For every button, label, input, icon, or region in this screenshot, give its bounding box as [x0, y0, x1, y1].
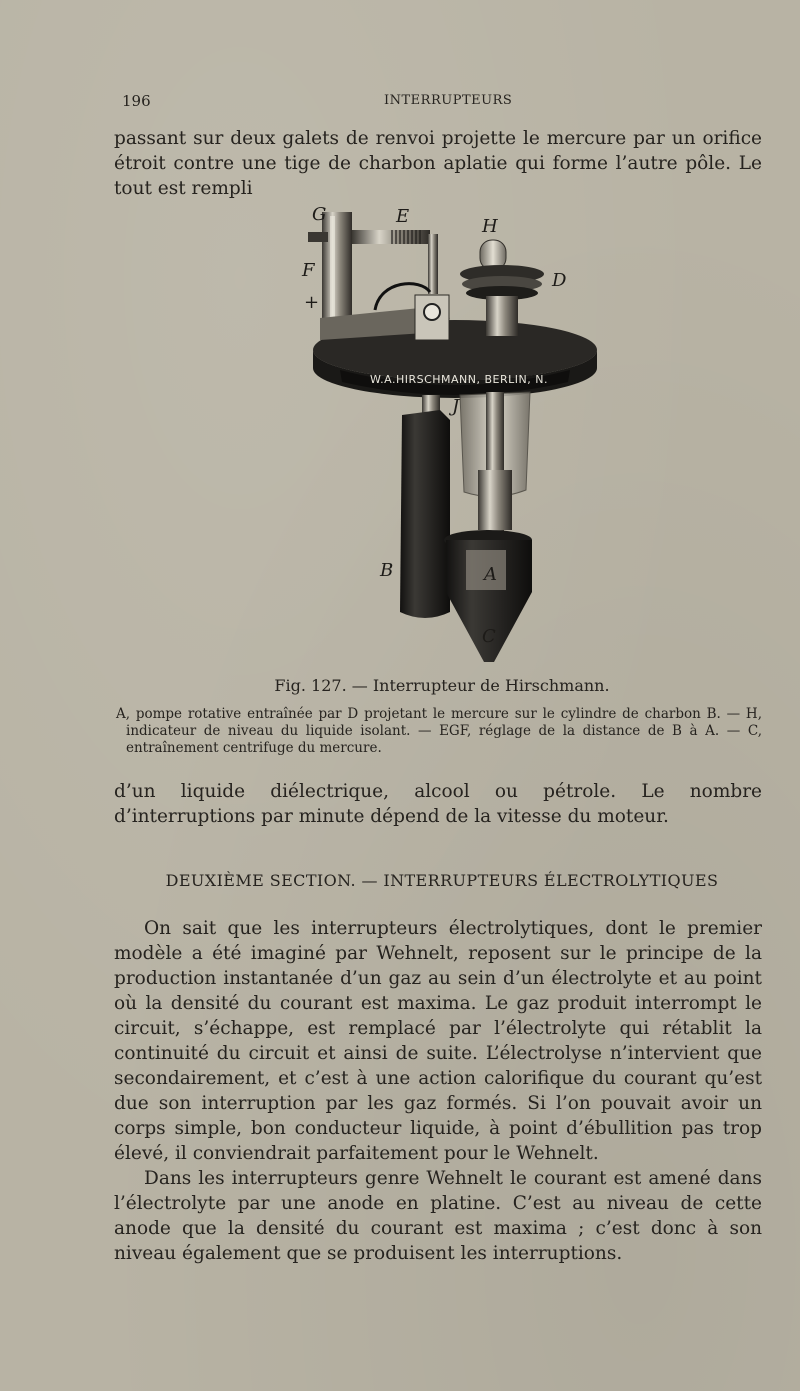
label-a: A — [484, 564, 497, 585]
paragraph-after-figure-text: d’un liquide diélectrique, alcool ou pétrole. Le nombre d’interruptions par minute dépend de la vitesse du moteur. — [114, 781, 762, 827]
label-g: G — [312, 204, 327, 225]
label-f: F — [302, 260, 315, 281]
figure-caption-legend-text: A, pompe rotative entraînée par D projetant le mercure sur le cylindre de charbon B. — H, indicateur de niveau du liquide isolant. — EGF, réglage de la distance de B à A. — C, entraînement centrifuge du mercure. — [116, 706, 762, 756]
page-number: 196 — [122, 92, 151, 110]
paragraph-top-text: passant sur deux galets de renvoi projette le mercure par un orifice étroit contre une tige de charbon aplatie qui forme l’autre pôle. Le tout est rempli — [114, 128, 762, 199]
paragraph-after-figure — [114, 779, 762, 829]
paragraph-top — [114, 126, 762, 201]
paragraph-electrolytic-2: Dans les interrupteurs genre Wehnelt le courant est amené dans l’électrolyte par une anode en platine. C’est au niveau de cette anode que la densité du courant est maxima ; c’est donc à son niveau également que se produisent les interruptions. — [114, 1168, 762, 1264]
maker-stamp: W.A.HIRSCHMANN, BERLIN, N. — [370, 373, 548, 386]
section-title: DEUXIÈME SECTION. — INTERRUPTEURS ÉLECTROLYTIQUES — [165, 871, 719, 890]
figure-caption-title: Fig. 127. — Interrupteur de Hirschmann. — [274, 676, 610, 695]
page-header — [122, 92, 762, 114]
figure-caption-legend — [116, 706, 762, 757]
label-e: E — [396, 206, 410, 227]
label-b: B — [380, 560, 394, 581]
paragraph-electrolytic-1: On sait que les interrupteurs électrolytiques, dont le premier modèle a été imaginé par Wehnelt, reposent sur le principe de la production instantanée d’un gaz au sein d’un électrolyte et au point où la densité du courant est maxima. Le gaz produit interrompt le circuit, s’échappe, est remplacé par l’électrolyte qui rétablit la continuité du circuit et ainsi de suite. L’électrolyse n’intervient que secondairement, et c’est à une action calorifique du courant qu’est due son interruption par les gaz formés. Si l’on pouvait avoir un corps simple, bon conducteur liquide, à point d’ébullition pas trop élevé, il conviendrait parfaitement pour le Wehnelt. — [114, 918, 762, 1164]
spring-e — [352, 230, 430, 244]
label-d: D — [552, 270, 567, 291]
adjusting-column — [322, 212, 352, 330]
label-c: C — [482, 626, 496, 647]
carbon-cylinder-b — [400, 410, 450, 618]
label-h: H — [482, 216, 498, 237]
running-head: INTERRUPTEURS — [384, 93, 513, 108]
interrupter-illustration — [300, 200, 610, 670]
section-body — [114, 916, 762, 1266]
label-j: J — [452, 396, 460, 417]
figure-hirschmann-interrupter — [300, 200, 610, 670]
label-plus: + — [304, 292, 320, 313]
